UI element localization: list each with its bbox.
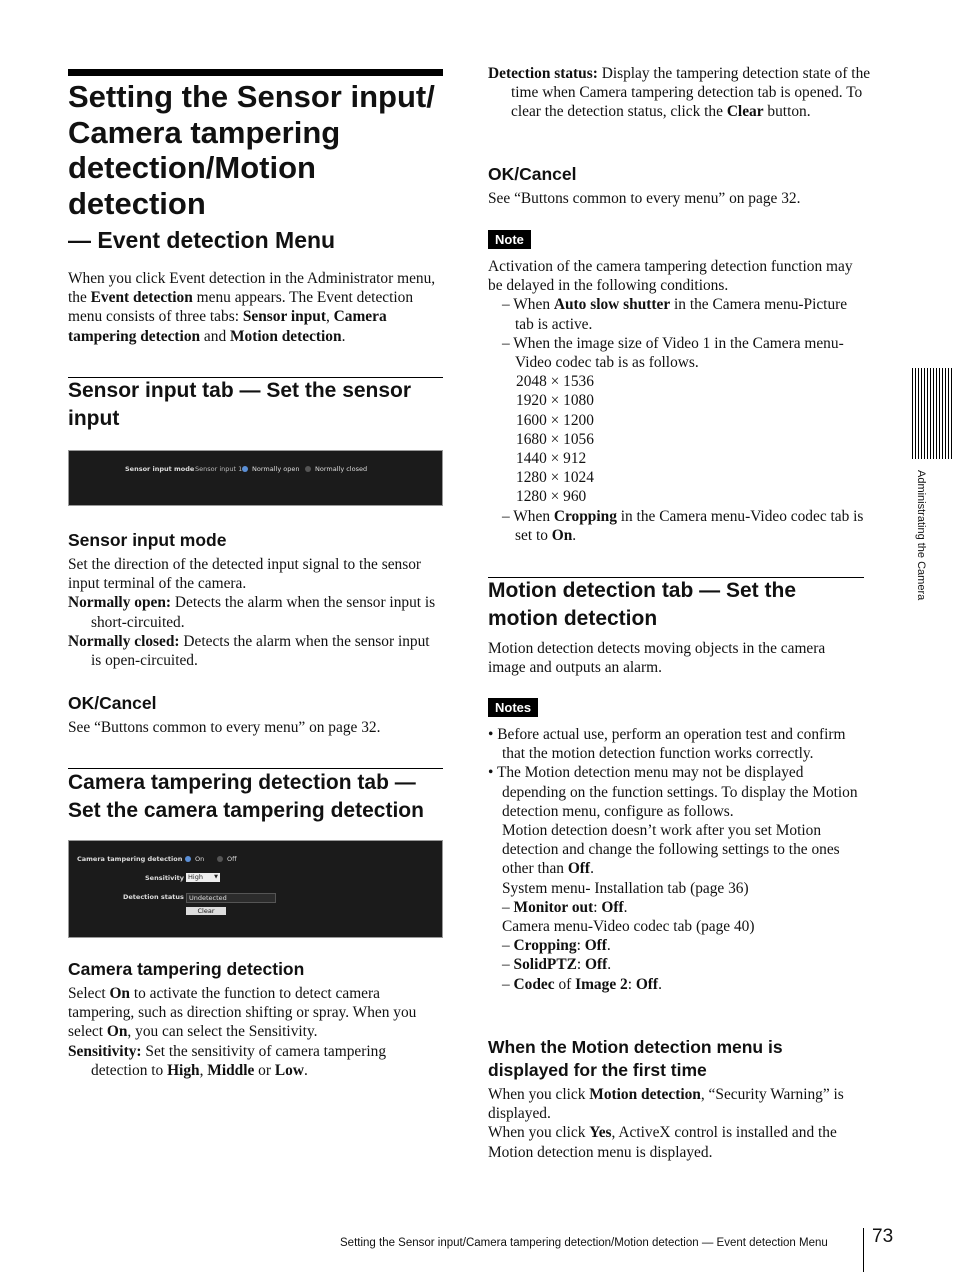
ok-cancel-heading: OK/Cancel: [488, 164, 577, 184]
sensor-input-mode-text: Set the direction of the detected input signal to the sensor input terminal of the camera.: [68, 556, 422, 593]
first-time-heading: When the Motion detection menu is displayed for the first time: [488, 1037, 783, 1080]
ok-cancel-text: See “Buttons common to every menu” on page 32.: [488, 190, 801, 207]
ctd-body: [68, 984, 443, 1080]
clear-button[interactable]: Clear: [186, 907, 226, 915]
camera-tampering-screenshot: [68, 840, 443, 938]
note-continuation: System menu- Installation tab (page 36): [502, 879, 749, 897]
ok-cancel-heading: OK/Cancel: [68, 693, 157, 713]
note-item: – When Cropping in the Camera menu-Video codec tab is set to On.: [502, 507, 864, 544]
note-setting: – SolidPTZ: Off.: [502, 956, 612, 974]
note-text: Activation of the camera tampering detection function may be delayed in the following conditions.: [488, 258, 853, 295]
sensor-input-mode-label: Sensor input mode: [125, 465, 195, 473]
ctd-text: Select On to activate the function to detect camera tampering, such as direction shifting or spray. When you select On, you can select the Sensitivity.: [68, 985, 417, 1041]
sensor-input-mode-heading: Sensor input mode: [68, 530, 227, 550]
page-title-line: Setting the Sensor input/: [68, 79, 435, 114]
note-bullet: • The Motion detection menu may not be displayed depending on the function settings. To display the Motion detection menu, configure as follows.: [488, 764, 858, 820]
sensitivity-select[interactable]: [186, 873, 220, 882]
image-size: 1920 × 1080: [516, 392, 594, 410]
image-size: 1280 × 1024: [516, 469, 594, 487]
normally-closed-radio[interactable]: [305, 465, 367, 473]
first-time-text: When you click Motion detection, “Security Warning” is displayed.: [488, 1086, 844, 1123]
ctd-on-radio[interactable]: [185, 855, 204, 863]
sensitivity-description: Sensitivity: Set the sensitivity of camera tampering detection to High, Middle or Low.: [68, 1042, 387, 1079]
page-subtitle: — Event detection Menu: [68, 227, 336, 253]
intro-paragraph: When you click Event detection in the Administrator menu, the Event detection menu appears. The Event detection menu consists of three tabs: Sensor input, Camera tampering detection and Motion detection.: [68, 270, 436, 345]
footer-divider: [863, 1228, 864, 1272]
detection-status-label: Detection status: [123, 893, 184, 901]
note-continuation: Motion detection doesn’t work after you set Motion detection and change the following settings to the ones other than Off.: [502, 822, 840, 878]
image-size: 1680 × 1056: [516, 430, 594, 448]
chevron-down-icon: ▼: [214, 874, 218, 880]
sensitivity-label: Sensitivity: [145, 874, 184, 882]
image-size: 1280 × 960: [516, 488, 587, 506]
page-title-line: detection/Motion: [68, 150, 316, 185]
normally-open-label: Normally open: [252, 465, 300, 473]
footer-running-title: Setting the Sensor input/Camera tampering detection/Motion detection — Event detection Menu: [340, 1237, 828, 1249]
sensor-input-screenshot: [68, 450, 443, 506]
first-time-body: [488, 1085, 864, 1162]
note-tag: Note: [488, 230, 531, 249]
side-thumb-index: [912, 368, 954, 459]
page-title: [68, 79, 458, 221]
detection-status-field: Undetected: [186, 893, 276, 903]
sensor-tab-heading: Sensor input tab — Set the sensor input: [68, 379, 412, 430]
note-continuation: Camera menu-Video codec tab (page 40): [502, 918, 755, 936]
sensor-input-item: Sensor input 1: [195, 465, 243, 473]
image-size: 1440 × 912: [516, 450, 587, 468]
note-body: [488, 257, 864, 545]
sensitivity-select-value: High: [188, 873, 203, 881]
note-setting: – Monitor out: Off.: [502, 898, 628, 916]
notes-body: [488, 725, 864, 994]
ctd-heading: Camera tampering detection: [68, 959, 305, 979]
normally-open-description: Normally open: Detects the alarm when the sensor input is short-circuited.: [68, 594, 436, 631]
sensor-input-mode-body: [68, 555, 443, 670]
normally-open-radio[interactable]: [242, 465, 299, 473]
notes-tag: Notes: [488, 698, 538, 717]
note-item: – When Auto slow shutter in the Camera menu-Picture tab is active.: [502, 296, 848, 333]
detection-status-description: Detection status: Display the tampering detection state of the time when Camera tampering detection tab is opened. To clear the detection status, click the Clear button.: [488, 65, 871, 121]
ctd-off-label: Off: [227, 855, 237, 863]
motion-tab-text: Motion detection detects moving objects in the camera image and outputs an alarm.: [488, 640, 826, 677]
title-rule: [68, 69, 443, 76]
first-time-text: When you click Yes, ActiveX control is installed and the Motion detection menu is displayed.: [488, 1124, 837, 1161]
image-size-list: [488, 372, 864, 506]
tamper-tab-heading: Camera tampering detection tab — Set the camera tampering detection: [68, 771, 424, 822]
page-number: 73: [872, 1226, 894, 1247]
motion-tab-heading: Motion detection tab — Set the motion detection: [488, 579, 796, 630]
note-item: – When the image size of Video 1 in the Camera menu-Video codec tab is as follows.: [502, 334, 844, 372]
note-bullet: • Before actual use, perform an operation test and confirm that the motion detection function works correctly.: [488, 726, 846, 763]
ctd-label: Camera tampering detection: [77, 855, 183, 863]
page-title-line: Camera tampering: [68, 114, 341, 150]
ctd-on-label: On: [195, 855, 205, 863]
ctd-off-radio[interactable]: [217, 855, 237, 863]
image-size: 2048 × 1536: [516, 373, 594, 391]
normally-closed-label: Normally closed: [315, 465, 368, 473]
ok-cancel-text: See “Buttons common to every menu” on page 32.: [68, 719, 381, 736]
image-size: 1600 × 1200: [516, 411, 594, 429]
side-chapter-label: Administrating the Camera: [915, 470, 927, 601]
normally-closed-description: Normally closed: Detects the alarm when the sensor input is open-circuited.: [68, 632, 430, 670]
note-setting: – Cropping: Off.: [502, 937, 611, 955]
note-setting: – Codec of Image 2: Off.: [502, 975, 662, 993]
page-title-line: detection: [68, 185, 206, 221]
